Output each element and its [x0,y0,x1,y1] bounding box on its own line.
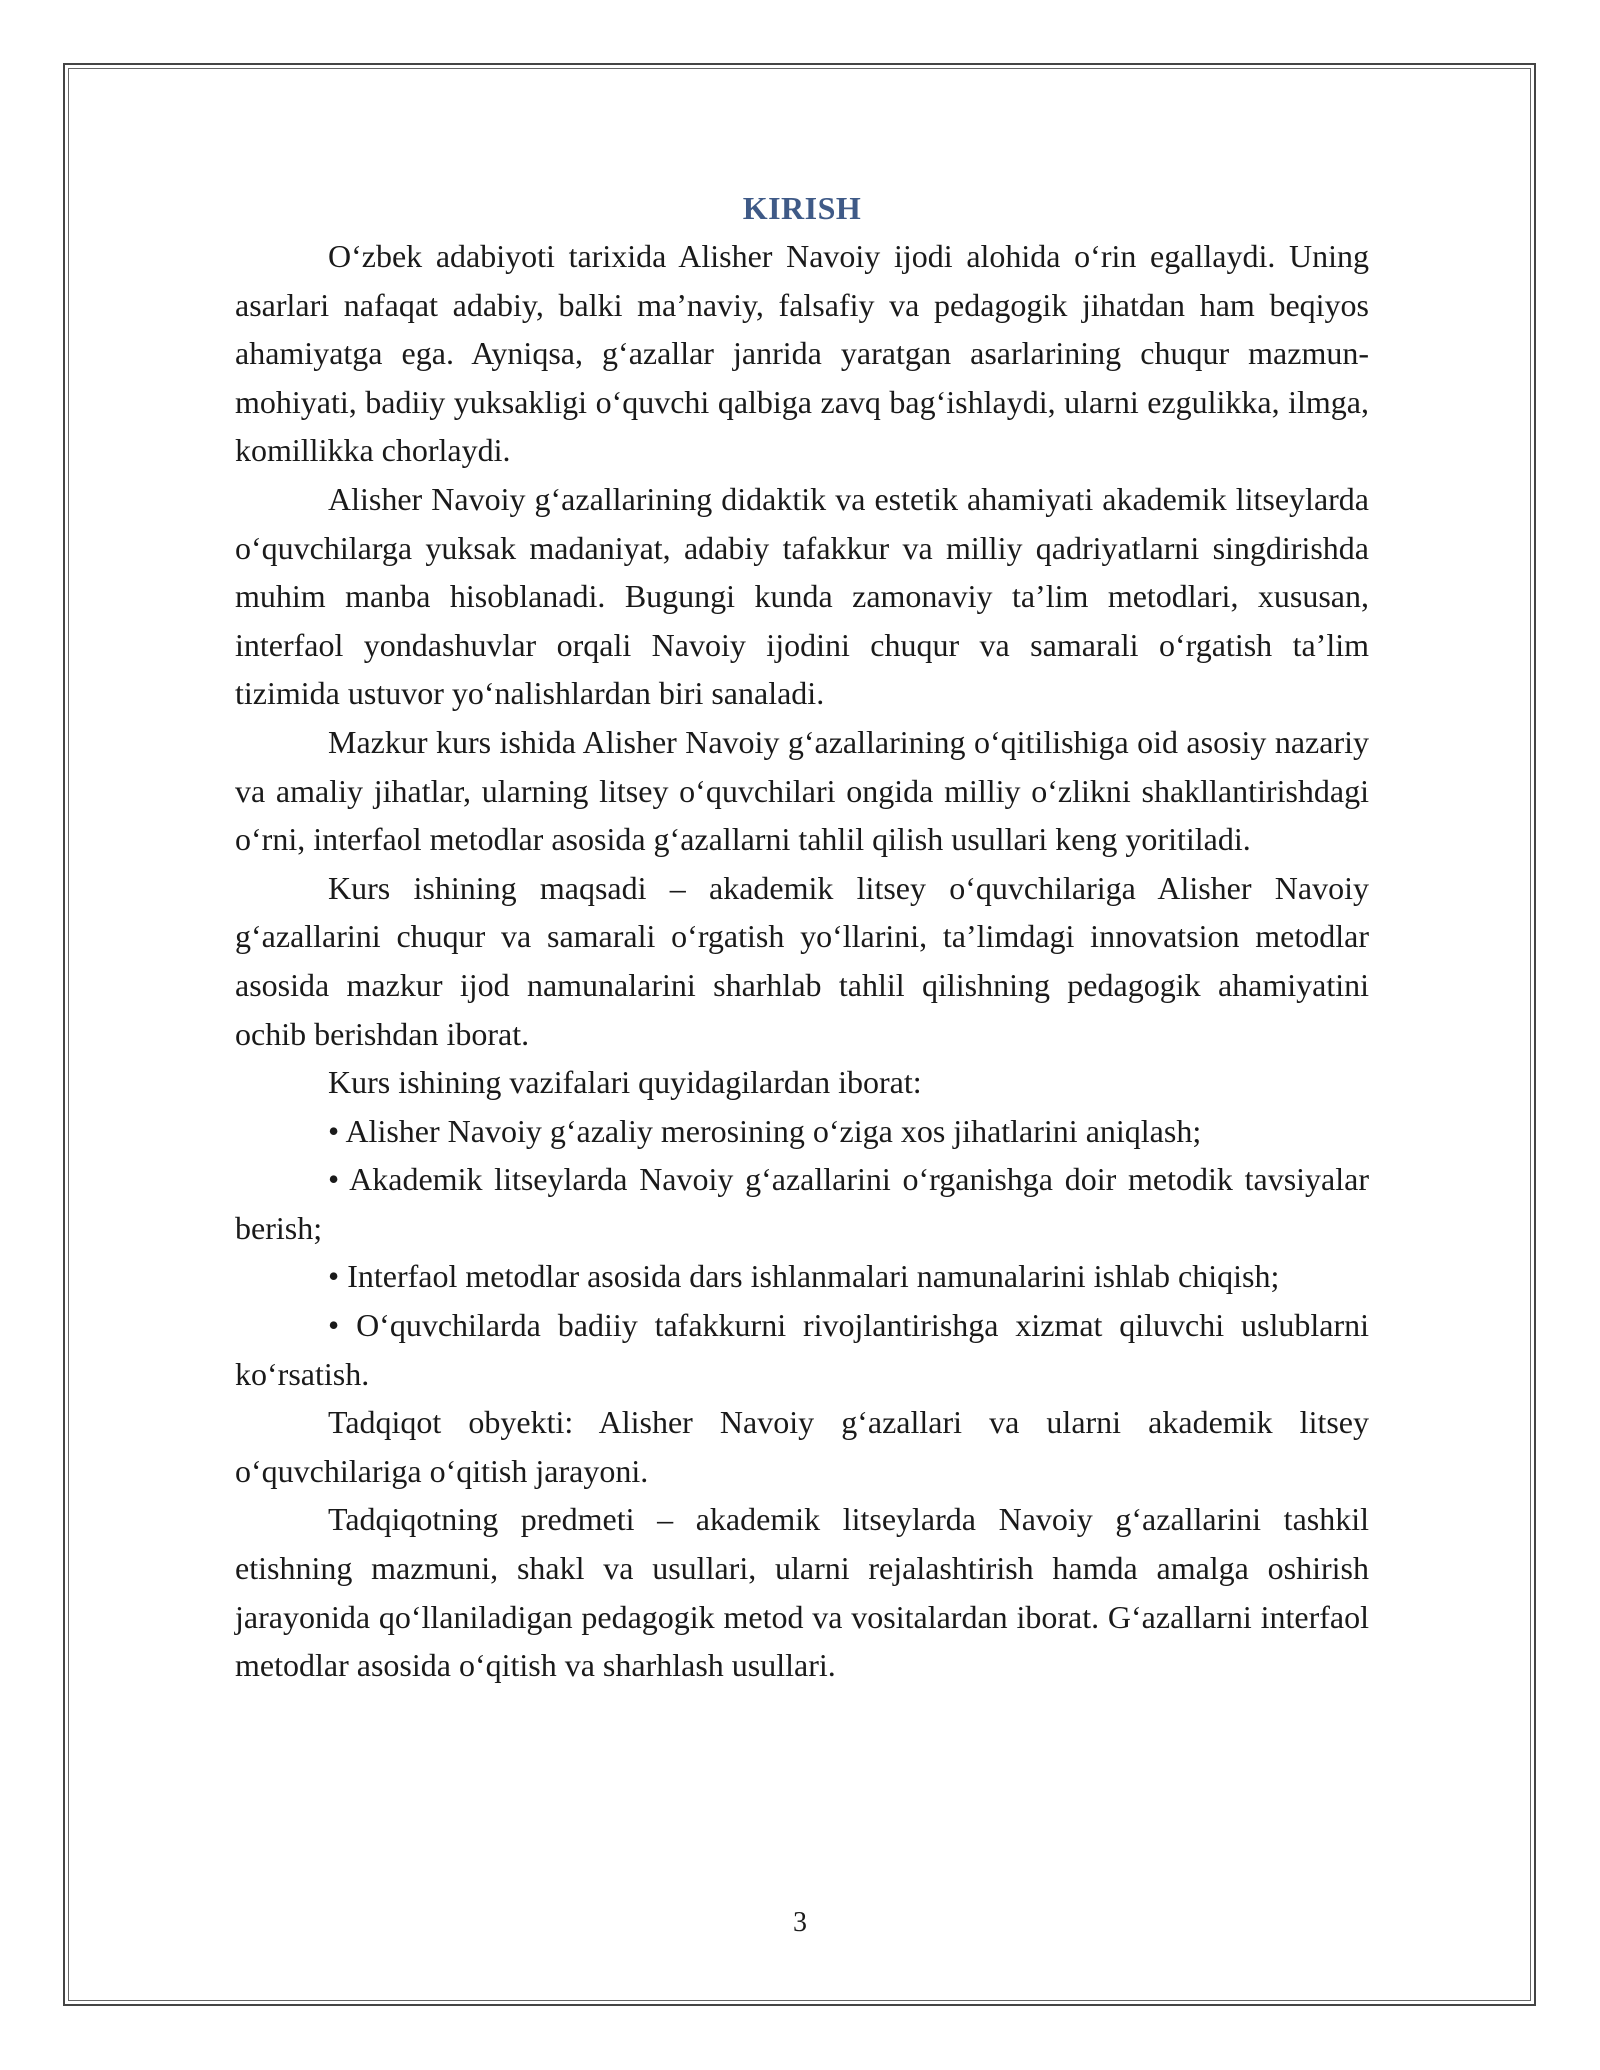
paragraph-research-subject: Tadqiqotning predmeti – akademik litseylarda Navoiy g‘azallarini tashkil etishning mazmuni, shakl va usullari, ularni rejalashtirish hamda amalga oshirish jarayonida qo‘llaniladigan pedagogik metod va vositalardan iborat. G‘azallarni interfaol metodlar asosida o‘qitish va sharhlash usullari. [235,1501,1369,1684]
task-item-1: • Alisher Navoiy g‘azaliy merosining o‘ziga xos jihatlarini aniqlash; [328,1112,1202,1149]
task-item-2: • Akademik litseylarda Navoiy g‘azallarini o‘rganishga doir metodik tavsiyalar berish; [235,1161,1369,1246]
paragraph-scope: Mazkur kurs ishida Alisher Navoiy g‘azallarining o‘qitilishiga oid asosiy nazariy va amaliy jihatlar, ularning litsey o‘quvchilari ongida milliy o‘zlikni shakllantirishdagi o‘rni, interfaol metodlar asosida g‘azallarni tahlil qilish usullari keng yoritiladi. [235,723,1369,858]
paragraph-research-object: Tadqiqot obyekti: Alisher Navoiy g‘azallari va ularni akademik litsey o‘quvchilariga o‘qitish jarayoni. [235,1404,1369,1489]
paragraph-tasks-intro: Kurs ishining vazifalari quyidagilardan iborat: [328,1064,922,1101]
page-number: 3 [793,1907,807,1938]
paragraph-significance: Alisher Navoiy g‘azallarining didaktik va estetik ahamiyati akademik litseylarda o‘quvchilarga yuksak madaniyat, adabiy tafakkur va milliy qadriyatlarni singdirishda muhim manba hisoblanadi. Bugungi kunda zamonaviy ta’lim metodlari, xususan, interfaol yondashuvlar orqali Navoiy ijodini chuqur va samarali o‘rgatish ta’lim tizimida ustuvor yo‘nalishlardan biri sanaladi. [235,480,1369,712]
document-body [235,184,1369,1690]
paragraph-intro: O‘zbek adabiyoti tarixida Alisher Navoiy ijodi alohida o‘rin egallaydi. Uning asarlari nafaqat adabiy, balki ma’naviy, falsafiy va pedagogik jihatdan ham beqiyos ahamiyatga ega. Ayniqsa, g‘azallar janrida yaratgan asarlarining chuqur mazmun-mohiyati, badiiy yuksakligi o‘quvchi qalbiga zavq bag‘ishlaydi, ularni ezgulikka, ilmga, komillikka chorlaydi. [235,238,1369,469]
task-item-4: • O‘quvchilarda badiiy tafakkurni rivojlantirishga xizmat qiluvchi uslublarni ko‘rsatish. [235,1307,1369,1392]
section-heading: KIRISH [742,190,862,226]
paragraph-goal: Kurs ishining maqsadi – akademik litsey o‘quvchilariga Alisher Navoiy g‘azallarini chuqur va samarali o‘rgatish yo‘llarini, ta’limdagi innovatsion metodlar asosida mazkur ijod namunalarini sharhlab tahlil qilishning pedagogik ahamiyatini ochib berishdan iborat. [235,869,1369,1052]
task-item-3: • Interfaol metodlar asosida dars ishlanmalari namunalarini ishlab chiqish; [328,1258,1280,1295]
